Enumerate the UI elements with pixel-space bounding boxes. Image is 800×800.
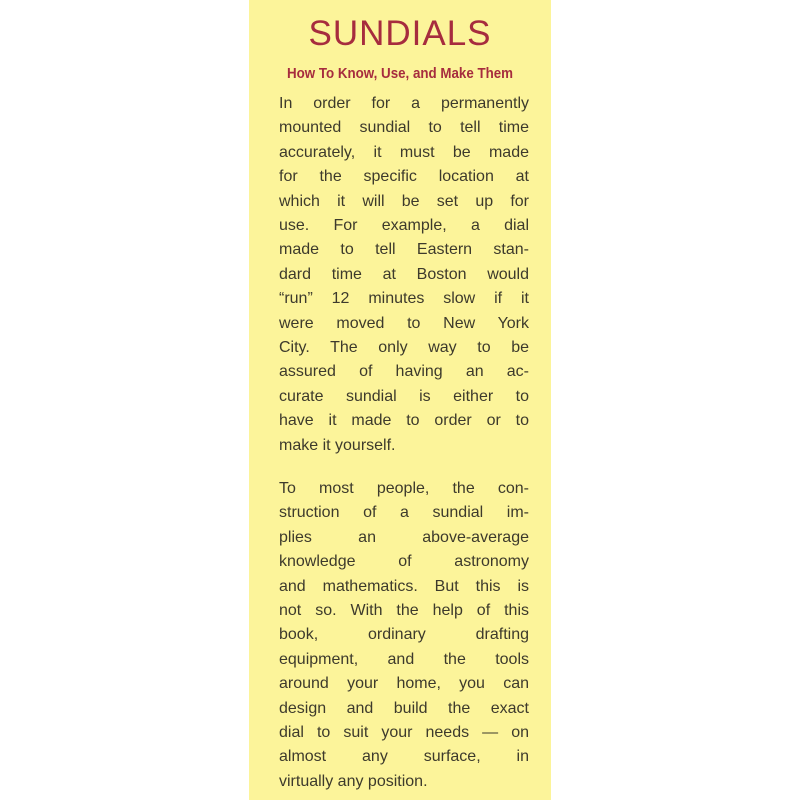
text-line: equipment, and the tools: [279, 650, 529, 668]
text-line: use. For example, a dial: [279, 217, 529, 235]
text-line: around your home, you can: [279, 675, 529, 693]
book-flap-panel: [249, 0, 551, 800]
text-line: and mathematics. But this is: [279, 577, 529, 595]
paragraph-construction: [279, 477, 529, 794]
text-line: dial to suit your needs — on: [279, 724, 529, 742]
text-line: design and build the exact: [279, 699, 529, 717]
text-line: To most people, the con-: [279, 480, 529, 497]
text-line: which it will be set up for: [279, 192, 529, 210]
text-line: for the specific location at: [279, 168, 529, 186]
text-line: almost any surface, in: [279, 748, 529, 766]
text-line: “run” 12 minutes slow if it: [279, 290, 529, 308]
book-subtitle: How To Know, Use, and Make Them: [286, 66, 514, 82]
text-line: were moved to New York: [279, 314, 529, 332]
text-line: make it yourself.: [279, 436, 396, 454]
text-line: book, ordinary drafting: [279, 626, 529, 644]
text-line: dard time at Boston would: [279, 265, 529, 283]
text-line: made to tell Eastern stan-: [279, 241, 529, 259]
text-line: curate sundial is either to: [279, 387, 529, 405]
text-line: assured of having an ac-: [279, 363, 529, 381]
text-line: City. The only way to be: [279, 339, 529, 357]
text-line: accurately, it must be made: [279, 143, 529, 161]
text-line: In order for a permanently: [279, 95, 529, 112]
text-line: plies an above-average: [279, 528, 529, 546]
paragraph-intro: [279, 92, 529, 458]
text-line: have it made to order or to: [279, 412, 529, 430]
text-line: knowledge of astronomy: [279, 553, 529, 571]
book-title: SUNDIALS: [308, 14, 492, 53]
text-line: not so. With the help of this: [279, 602, 529, 620]
text-line: struction of a sundial im-: [279, 504, 529, 522]
text-line: mounted sundial to tell time: [279, 119, 529, 137]
text-line: virtually any position.: [279, 772, 428, 790]
